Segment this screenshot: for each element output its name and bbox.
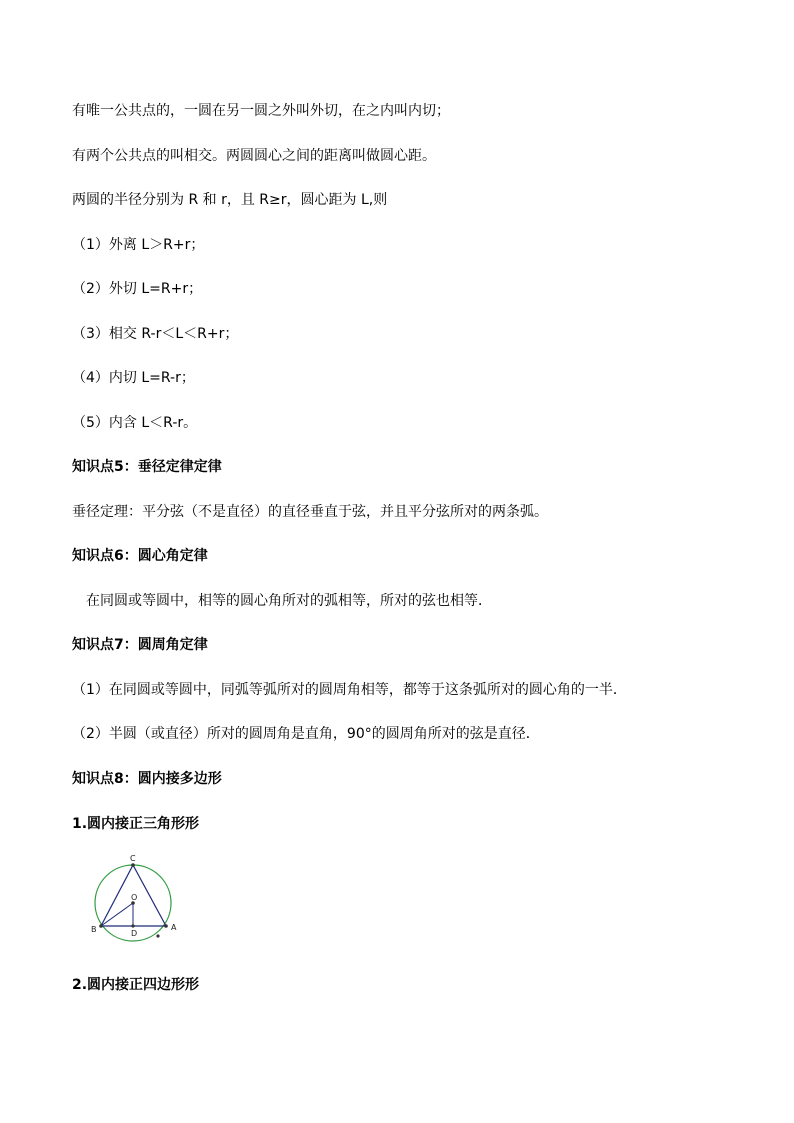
triangle-side-ca bbox=[133, 865, 166, 926]
text-case-1: （1）外离 L＞R+r； bbox=[72, 237, 205, 253]
text-knowledge-7-item-1: （1）在同圆或等圆中，同弧等弧所对的圆周角相等，都等于这条弧所对的圆心角的一半． bbox=[72, 682, 627, 698]
point-on-arc bbox=[156, 934, 159, 937]
label-o: O bbox=[131, 893, 138, 902]
point-a bbox=[164, 924, 168, 928]
text-knowledge-5: 垂径定理：平分弦（不是直径）的直径垂直于弦，并且平分弦所对的两条弧。 bbox=[72, 504, 548, 520]
text-tangent-definition: 有唯一公共点的，一圆在另一圆之外叫外切，在之内叫内切； bbox=[72, 103, 450, 119]
radius-ob bbox=[101, 903, 133, 926]
heading-knowledge-5: 知识点5：垂径定律定律 bbox=[72, 459, 222, 475]
text-radius-definition: 两圆的半径分别为 R 和 r，且 R≥r，圆心距为 L,则 bbox=[72, 192, 388, 208]
text-case-3: （3）相交 R-r＜L＜R+r； bbox=[72, 326, 239, 342]
point-c bbox=[131, 863, 135, 867]
text-knowledge-6: 在同圆或等圆中，相等的圆心角所对的弧相等，所对的弦也相等． bbox=[86, 593, 492, 609]
heading-knowledge-6: 知识点6：圆心角定律 bbox=[72, 548, 208, 564]
label-b: B bbox=[91, 925, 97, 934]
label-d: D bbox=[131, 929, 138, 938]
point-b bbox=[99, 924, 103, 928]
text-knowledge-7-item-2: （2）半圆（或直径）所对的圆周角是直角，90°的圆周角所对的弦是直径． bbox=[72, 726, 540, 742]
text-case-2: （2）外切 L=R+r； bbox=[72, 281, 203, 297]
inscribed-triangle-diagram bbox=[86, 852, 186, 947]
subheading-inscribed-square: 2.圆内接正四边形形 bbox=[72, 977, 200, 993]
text-intersect-definition: 有两个公共点的叫相交。两圆圆心之间的距离叫做圆心距。 bbox=[72, 148, 436, 164]
label-c: C bbox=[130, 854, 136, 863]
heading-knowledge-7: 知识点7：圆周角定律 bbox=[72, 637, 208, 653]
subheading-inscribed-triangle: 1.圆内接正三角形形 bbox=[72, 816, 200, 832]
triangle-side-cb bbox=[101, 865, 133, 926]
heading-knowledge-8: 知识点8：圆内接多边形 bbox=[72, 771, 222, 787]
text-case-5: （5）内含 L＜R-r。 bbox=[72, 415, 198, 431]
inscribed-triangle-figure bbox=[86, 852, 186, 947]
point-d bbox=[131, 924, 134, 927]
text-case-4: （4）内切 L=R-r； bbox=[72, 370, 195, 386]
label-a: A bbox=[171, 923, 177, 932]
